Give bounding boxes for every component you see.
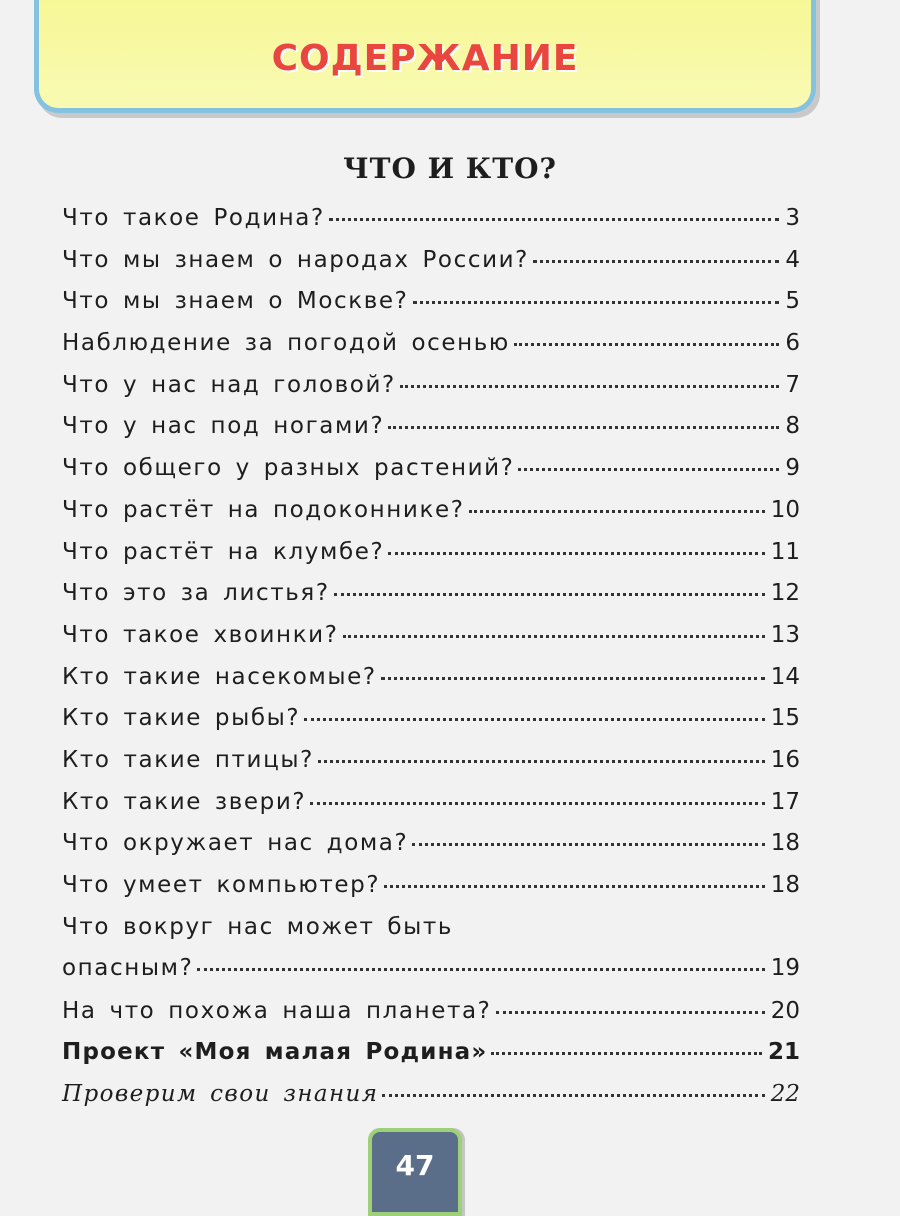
toc-entry-title: Кто такие насекомые? bbox=[62, 663, 377, 690]
toc-entry-page: 17 bbox=[770, 788, 800, 815]
toc-entry-title: Что такое хвоинки? bbox=[62, 621, 339, 648]
toc-entry-page: 21 bbox=[767, 1039, 800, 1066]
header-banner bbox=[34, 0, 816, 113]
toc-entry-page: 13 bbox=[770, 621, 800, 648]
toc-entry-page: 15 bbox=[770, 705, 800, 732]
dot-leader bbox=[334, 570, 765, 596]
toc-entry-page: 10 bbox=[770, 496, 800, 523]
toc-entry-title: Что такое Родина? bbox=[62, 205, 325, 231]
toc-entry-title: Кто такие птицы? bbox=[62, 746, 314, 773]
toc-entry-title: Проверим свои знания bbox=[62, 1081, 379, 1108]
toc-entry[interactable] bbox=[62, 740, 800, 782]
toc-entry-title: Что это за листья? bbox=[62, 580, 330, 607]
dot-leader bbox=[400, 362, 780, 388]
toc-entry[interactable] bbox=[62, 532, 800, 574]
toc-entry-project[interactable] bbox=[62, 1032, 800, 1074]
dot-leader bbox=[384, 862, 765, 888]
toc-entry-page: 4 bbox=[785, 246, 800, 273]
toc-entry-page: 22 bbox=[770, 1081, 800, 1108]
dot-leader bbox=[381, 654, 765, 680]
dot-leader bbox=[496, 988, 765, 1014]
dot-leader bbox=[197, 945, 764, 971]
dot-leader bbox=[310, 779, 765, 805]
toc-entry-page: 9 bbox=[785, 455, 800, 482]
toc-entry[interactable] bbox=[62, 698, 800, 740]
toc-entry-title: Что мы знаем о народах России? bbox=[62, 246, 529, 273]
section-title: ЧТО И КТО? bbox=[343, 152, 557, 185]
dot-leader bbox=[533, 237, 779, 263]
toc-entry-title-line1: Что вокруг нас может быть bbox=[62, 913, 454, 940]
table-of-contents bbox=[62, 198, 800, 1116]
toc-entry-page: 3 bbox=[785, 205, 800, 231]
toc-entry[interactable] bbox=[62, 281, 800, 323]
toc-entry-page: 14 bbox=[770, 663, 800, 690]
toc-entry-title: Что растёт на подоконнике? bbox=[62, 496, 465, 523]
toc-entry[interactable] bbox=[62, 782, 800, 824]
toc-entry-title: Кто такие звери? bbox=[62, 788, 307, 815]
toc-entry-title: Что растёт на клумбе? bbox=[62, 538, 385, 565]
toc-entry-page: 6 bbox=[785, 330, 800, 357]
toc-entry[interactable] bbox=[62, 490, 800, 532]
dot-leader bbox=[329, 195, 780, 221]
dot-leader bbox=[304, 695, 765, 721]
toc-entry-title: Проект «Моя малая Родина» bbox=[62, 1039, 488, 1066]
toc-entry[interactable] bbox=[62, 823, 800, 865]
toc-entry-page: 5 bbox=[785, 288, 800, 315]
dot-leader bbox=[514, 320, 779, 346]
dot-leader bbox=[469, 487, 765, 513]
dot-leader bbox=[413, 278, 780, 304]
dot-leader bbox=[318, 737, 765, 763]
page-number-badge: 47 bbox=[368, 1128, 462, 1216]
toc-entry-page: 18 bbox=[770, 830, 800, 857]
toc-entry-title: На что похожа наша планета? bbox=[62, 997, 492, 1024]
toc-entry[interactable] bbox=[62, 448, 800, 490]
toc-entry[interactable] bbox=[62, 198, 800, 240]
toc-entry-review[interactable] bbox=[62, 1074, 800, 1116]
toc-entry[interactable] bbox=[62, 865, 800, 907]
toc-entry-page: 12 bbox=[770, 580, 800, 607]
page-title: СОДЕРЖАНИЕ bbox=[271, 38, 579, 79]
toc-entry-page: 20 bbox=[770, 997, 800, 1024]
toc-entry-page: 7 bbox=[785, 371, 800, 398]
dot-leader bbox=[388, 529, 764, 555]
dot-leader bbox=[343, 612, 765, 638]
toc-entry[interactable] bbox=[62, 240, 800, 282]
toc-entry[interactable] bbox=[62, 657, 800, 699]
toc-entry-title: Что у нас над головой? bbox=[62, 371, 396, 398]
toc-entry-title: Что общего у разных растений? bbox=[62, 455, 515, 482]
dot-leader bbox=[491, 1029, 762, 1055]
dot-leader bbox=[388, 403, 779, 429]
toc-entry[interactable] bbox=[62, 573, 800, 615]
toc-entry-title: Кто такие рыбы? bbox=[62, 705, 301, 732]
toc-entry-page: 18 bbox=[770, 872, 800, 898]
toc-entry[interactable] bbox=[62, 615, 800, 657]
toc-entry-page: 11 bbox=[770, 538, 800, 565]
toc-entry[interactable] bbox=[62, 907, 800, 991]
toc-entry-page: 8 bbox=[785, 413, 800, 440]
toc-entry-page: 16 bbox=[770, 746, 800, 773]
toc-entry[interactable] bbox=[62, 991, 800, 1033]
toc-entry-title: Что у нас под ногами? bbox=[62, 413, 385, 440]
toc-entry-title: Что умеет компьютер? bbox=[62, 872, 381, 898]
toc-entry[interactable] bbox=[62, 323, 800, 365]
toc-entry-title: Что окружает нас дома? bbox=[62, 830, 409, 857]
toc-entry-title: Наблюдение за погодой осенью bbox=[62, 330, 510, 357]
dot-leader bbox=[518, 445, 779, 471]
toc-entry-page: 19 bbox=[770, 955, 800, 982]
toc-entry[interactable] bbox=[62, 365, 800, 407]
toc-entry-title-line2: опасным? bbox=[62, 955, 194, 982]
toc-entry[interactable] bbox=[62, 406, 800, 448]
toc-entry-title: Что мы знаем о Москве? bbox=[62, 288, 409, 315]
dot-leader bbox=[412, 820, 764, 846]
dot-leader bbox=[382, 1071, 764, 1097]
